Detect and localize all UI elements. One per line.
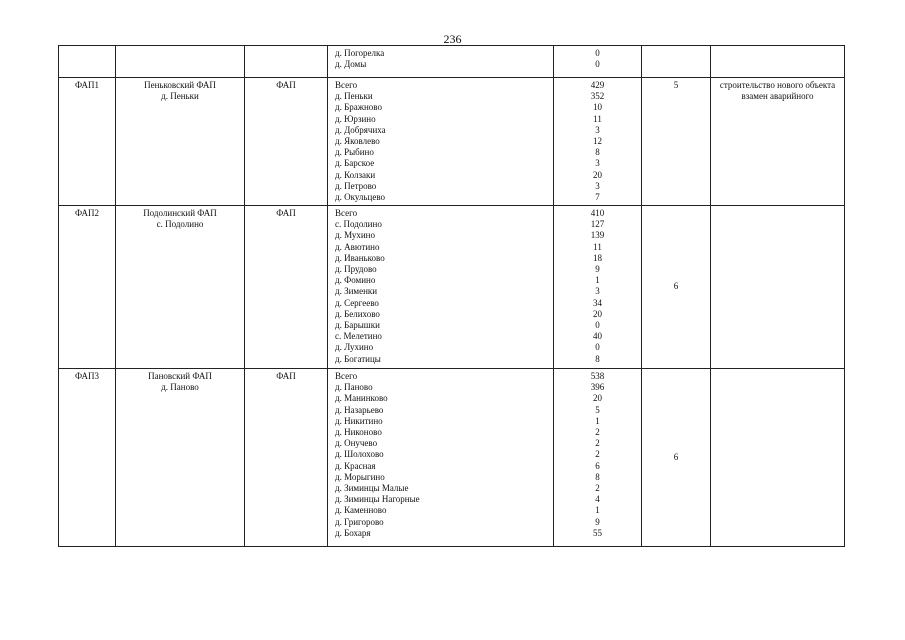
population-value: 1: [595, 505, 600, 516]
settlement-name: д. Богатицы: [335, 353, 381, 364]
population-value: 1: [595, 275, 600, 286]
population-value: 6: [595, 460, 600, 471]
population-value: 3: [595, 286, 600, 297]
page-number: 236: [443, 32, 462, 46]
group-number: 6: [673, 281, 679, 292]
population-value: 538: [590, 371, 605, 381]
note-cell: [711, 369, 845, 547]
population-value: 139: [590, 230, 605, 241]
population-cell: [554, 46, 642, 78]
settlement-name: д. Лухино: [335, 342, 374, 353]
population-value: 1: [595, 415, 600, 426]
settlement-name: д. Яковлево: [335, 136, 380, 147]
table-row: [59, 78, 845, 206]
population-value: 0: [595, 59, 600, 70]
population-value: 10: [593, 102, 602, 113]
settlement-name: д. Назарьево: [335, 404, 384, 415]
settlement-name: д. Никоново: [335, 427, 382, 438]
population-value: 4: [595, 494, 600, 505]
population-value: 127: [590, 219, 605, 230]
population-value: 2: [595, 449, 600, 460]
settlement-name: д. Бражново: [335, 102, 382, 113]
population-value: 8: [595, 471, 600, 482]
population-value: 18: [593, 252, 602, 263]
settlement-name: д. Бохаря: [335, 527, 371, 538]
group-number-cell: [642, 46, 711, 78]
facility-name-cell: [116, 78, 245, 206]
population-value: 55: [593, 527, 602, 538]
settlement-name: д. Юрзино: [335, 113, 376, 124]
settlement-name: д. Окульцево: [335, 192, 386, 203]
settlement-name: д. Манинково: [335, 393, 388, 404]
population-value: 396: [590, 382, 605, 393]
settlement-name: д. Мухино: [335, 230, 375, 241]
facility-name-line: Подолинский ФАП: [143, 208, 217, 218]
settlement-name: д. Погорелка: [335, 48, 385, 58]
facility-code: ФАП3: [59, 369, 116, 547]
group-number: 5: [673, 80, 679, 90]
population-value: 0: [595, 342, 600, 353]
population-value: 9: [595, 264, 600, 275]
facilities-table: [58, 45, 845, 547]
settlement-name: д. Сергеево: [335, 297, 379, 308]
population-value: 12: [593, 136, 602, 147]
group-number-cell: [642, 206, 711, 369]
settlement-name: д. Каменново: [335, 505, 387, 516]
settlement-name: д. Паново: [335, 382, 373, 393]
facility-code: [59, 46, 116, 78]
population-value: 0: [595, 320, 600, 331]
population-value: 20: [593, 308, 602, 319]
settlement-name: д. Онучево: [335, 438, 378, 449]
population-value: 0: [595, 48, 600, 58]
settlement-name: д. Иваньково: [335, 252, 385, 263]
settlement-name: Всего: [335, 371, 358, 381]
settlement-name: д. Никитино: [335, 415, 383, 426]
settlement-name: д. Авютино: [335, 241, 380, 252]
facility-name-line: Пеньковский ФАП: [144, 80, 216, 90]
settlement-name: д. Морыгино: [335, 471, 385, 482]
settlement-name: д. Петрово: [335, 180, 377, 191]
settlement-name: д. Григорово: [335, 516, 384, 527]
population-value: 8: [595, 353, 600, 364]
settlement-name: с. Подолино: [335, 219, 382, 230]
settlement-name: д. Прудово: [335, 264, 377, 275]
settlement-name: Всего: [335, 208, 358, 218]
population-cell: [554, 78, 642, 206]
facility-name-line: Пановский ФАП: [148, 371, 212, 381]
note-line: строительство нового объекта: [719, 80, 836, 90]
settlement-name: д. Зименки: [335, 286, 378, 297]
facility-name-cell: [116, 206, 245, 369]
facility-name-cell: [116, 46, 245, 78]
population-value: 7: [595, 192, 600, 203]
population-value: 5: [595, 404, 600, 415]
facility-code: ФАП1: [59, 78, 116, 206]
population-value: 2: [595, 427, 600, 438]
population-value: 34: [593, 297, 602, 308]
settlements-cell: [328, 206, 554, 369]
table-row: [59, 369, 845, 547]
population-value: 11: [593, 113, 602, 124]
settlement-name: д. Фомино: [335, 275, 376, 286]
note-line: взамен аварийного: [741, 91, 814, 102]
facility-name-line: д. Пеньки: [161, 91, 199, 102]
population-value: 3: [595, 158, 600, 169]
facility-name-line: д. Паново: [161, 382, 199, 393]
settlement-name: с. Мелетино: [335, 331, 382, 342]
facility-type: ФАП: [245, 206, 328, 369]
group-number: 6: [673, 451, 679, 462]
settlement-name: д. Пеньки: [335, 91, 373, 102]
population-value: 429: [590, 80, 605, 90]
population-cell: [554, 206, 642, 369]
settlements-cell: [328, 46, 554, 78]
population-value: 9: [595, 516, 600, 527]
settlement-name: д. Добрячиха: [335, 124, 386, 135]
population-value: 3: [595, 124, 600, 135]
settlement-name: д. Барышки: [335, 320, 380, 331]
settlement-name: д. Колзаки: [335, 169, 376, 180]
settlement-name: д. Рыбино: [335, 147, 374, 158]
settlements-cell: [328, 78, 554, 206]
facility-code: ФАП2: [59, 206, 116, 369]
group-number-cell: [642, 78, 711, 206]
settlement-name: д. Белихово: [335, 308, 380, 319]
table-row: [59, 206, 845, 369]
note-cell: [711, 206, 845, 369]
note-cell: [711, 78, 845, 206]
facility-name-line: с. Подолино: [156, 219, 204, 230]
settlement-name: д. Домы: [335, 59, 367, 70]
facility-type: ФАП: [245, 369, 328, 547]
population-value: 2: [595, 438, 600, 449]
settlement-name: д. Барское: [335, 158, 375, 169]
settlements-cell: [328, 369, 554, 547]
group-number-cell: [642, 369, 711, 547]
population-value: 40: [593, 331, 602, 342]
note-cell: [711, 46, 845, 78]
settlement-name: д. Зиминцы Нагорные: [335, 494, 420, 505]
population-value: 8: [595, 147, 600, 158]
population-cell: [554, 369, 642, 547]
facility-type: ФАП: [245, 78, 328, 206]
population-value: 352: [590, 91, 605, 102]
population-value: 20: [593, 393, 602, 404]
settlement-name: Всего: [335, 80, 358, 90]
settlement-name: д. Красная: [335, 460, 376, 471]
population-value: 3: [595, 180, 600, 191]
table-row: [59, 46, 845, 78]
population-value: 2: [595, 483, 600, 494]
facility-type: [245, 46, 328, 78]
population-value: 410: [590, 208, 605, 218]
population-value: 20: [593, 169, 602, 180]
population-value: 11: [593, 241, 602, 252]
facility-name-cell: [116, 369, 245, 547]
settlement-name: д. Зиминцы Малые: [335, 483, 409, 494]
settlement-name: д. Шолохово: [335, 449, 384, 460]
